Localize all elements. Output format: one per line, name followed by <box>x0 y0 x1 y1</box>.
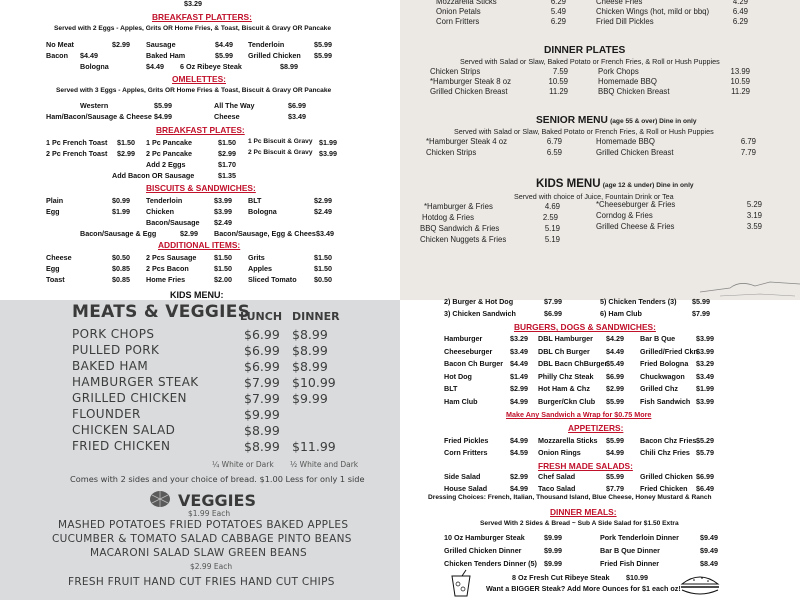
menu-price: $1.70 <box>218 160 236 169</box>
dinner-price: $9.99 <box>292 391 328 406</box>
menu-price: $6.99 <box>544 309 562 318</box>
meat-item-name: FLOUNDER <box>72 407 141 421</box>
menu-price: $1.50 <box>214 264 232 273</box>
menu-item: Egg <box>46 207 60 216</box>
menu-price: $6.99 <box>288 101 306 110</box>
menu-item: Chicken Nuggets & Fries 5.19 <box>420 235 560 244</box>
menu-item: Pork Tenderloin Dinner <box>600 533 679 542</box>
menu-price: $6.99 <box>696 472 714 481</box>
menu-item: 2 Pc Biscuit & Gravy <box>248 149 313 156</box>
menu-item: BBQ Sandwich & Fries 5.19 <box>420 224 560 233</box>
menu-item: Plain <box>46 196 64 205</box>
menu-price: $1.49 <box>510 371 528 381</box>
vegetable-icon <box>148 490 172 508</box>
menu-price: $4.49 <box>146 62 164 71</box>
menu-price: $3.99 <box>214 196 232 205</box>
menu-item: Cheeseburger <box>444 346 493 356</box>
meat-item-name: GRILLED CHICKEN <box>72 391 187 405</box>
menu-price: $4.99 <box>510 436 528 445</box>
menu-item: Bacon/Sausage & Egg <box>80 229 157 238</box>
menu-item: 3) Chicken Sandwich <box>444 309 516 318</box>
menu-price: $2.99 <box>117 149 135 158</box>
menu-price: $3.99 <box>696 346 714 356</box>
menu-price: $2.99 <box>510 384 528 393</box>
menu-item: Philly Chz Steak <box>538 371 594 381</box>
appetizers-heading: APPETIZERS: <box>568 423 624 433</box>
comes-with-note: Comes with 2 sides and your choice of bread. $1.00 Less for only 1 side <box>70 474 365 484</box>
menu-price: $4.49 <box>510 359 528 368</box>
menu-item: Mozzarella Sticks <box>538 436 598 445</box>
veggies-row: MASHED POTATOES FRIED POTATOES BAKED APPLES <box>58 519 349 531</box>
menu-item: Bacon Ch Burger <box>444 359 504 368</box>
menu-price: $4.99 <box>606 448 624 457</box>
menu-price: $1.50 <box>314 253 332 262</box>
menu-item: Western <box>80 101 109 110</box>
kids-menu-subtitle: Served with choice of Juice, Fountain Drink or Tea <box>514 192 674 201</box>
menu-item: Hot Ham & Chz <box>538 384 590 393</box>
menu-item: Apples <box>248 264 272 273</box>
menu-price: $4.99 <box>510 396 528 406</box>
menu-item: Grilled Chz <box>640 384 678 393</box>
menu-price: $0.85 <box>112 264 130 273</box>
menu-price: $2.99 <box>510 472 528 481</box>
menu-item: Ham Club <box>444 396 478 406</box>
menu-price: $2.99 <box>314 196 332 205</box>
menu-item: Grilled Chicken <box>248 51 301 60</box>
white-dark-note: ¼ White or Dark <box>212 460 274 469</box>
salads-heading: FRESH MADE SALADS: <box>538 461 633 471</box>
menu-item: BLT <box>444 384 458 393</box>
menu-price: $0.50 <box>314 275 332 284</box>
menu-price: $9.99 <box>544 559 562 568</box>
menu-price: $8.49 <box>700 559 718 568</box>
menu-item: Baked Ham <box>146 51 186 60</box>
menu-item: Add Bacon OR Sausage <box>112 171 195 180</box>
dressing-note: Dressing Choices: French, Italian, Thousand Island, Blue Cheese, Honey Mustard & Ranch <box>428 494 712 501</box>
menu-price: $1.50 <box>117 138 135 147</box>
menu-price: $1.50 <box>314 264 332 273</box>
menu-price: $2.49 <box>214 218 232 227</box>
menu-item: House Salad <box>444 484 488 493</box>
menu-price: $4.99 <box>154 112 172 121</box>
menu-item: Grilled Cheese & Fries 3.59 <box>596 222 762 231</box>
dinner-price: $8.99 <box>292 359 328 374</box>
menu-price: $0.85 <box>112 275 130 284</box>
menu-item: Taco Salad <box>538 484 576 493</box>
lunch-price: $7.99 <box>244 391 280 406</box>
menu-item: Side Salad <box>444 472 481 481</box>
biscuits-sandwiches-heading: BISCUITS & SANDWICHES: <box>146 183 256 193</box>
meat-item-name: PORK CHOPS <box>72 327 155 341</box>
menu-price: $1.50 <box>218 138 236 147</box>
menu-item: Grilled Chicken Breast 11.29 <box>430 87 568 96</box>
menu-item: Onion Petals 5.49 <box>436 7 566 16</box>
veggies-price-each: $1.99 Each <box>188 509 231 518</box>
menu-price: $3.99 <box>696 396 714 406</box>
menu-price: $3.49 <box>316 229 334 238</box>
menu-item: 10 Oz Hamburger Steak <box>444 533 525 542</box>
menu-item: Grilled Chicken <box>640 472 693 481</box>
veggies-title: VEGGIES <box>178 491 256 510</box>
menu-item: Pork Chops 13.99 <box>598 67 750 76</box>
drink-icon <box>448 570 474 598</box>
menu-item: Chicken Tenders Dinner (5) <box>444 559 537 568</box>
dinner-price: $8.99 <box>292 327 328 342</box>
dinner-plates-heading: DINNER PLATES <box>544 45 626 56</box>
menu-item: Ham/Bacon/Sausage & Cheese <box>46 112 152 121</box>
menu-price: $5.99 <box>314 40 332 49</box>
dinner-meals-subtitle: Served With 2 Sides & Bread ~ Sub A Side Salad for $1.50 Extra <box>480 520 679 527</box>
lunch-price: $7.99 <box>244 375 280 390</box>
menu-price: $2.99 <box>218 149 236 158</box>
lunch-price: $6.99 <box>244 359 280 374</box>
menu-item: 2 Pcs Bacon <box>146 264 189 273</box>
menu-item: Fried Bologna <box>640 359 689 368</box>
menu-price: $7.99 <box>692 309 710 318</box>
breakfast-menu-panel <box>0 0 400 300</box>
breakfast-platters-heading: BREAKFAST PLATTERS: <box>152 12 252 22</box>
dinner-plates-subtitle: Served with Salad or Slaw, Baked Potato or French Fries, & Roll or Hush Puppies <box>460 57 720 66</box>
menu-price: $4.29 <box>606 334 624 343</box>
menu-item: Grilled Chicken Dinner <box>444 546 522 555</box>
menu-price: $1.99 <box>319 138 337 147</box>
dinner-price: $10.99 <box>292 375 336 390</box>
white-dark-note: ½ White and Dark <box>290 460 359 469</box>
menu-price: $4.49 <box>80 51 98 60</box>
menu-item: Grits <box>248 253 265 262</box>
menu-price: $6.99 <box>606 371 624 381</box>
menu-price: $5.99 <box>215 51 233 60</box>
bigger-steak-note: Want a BIGGER Steak? Add More Ounces for $1 each oz! <box>486 584 681 593</box>
menu-item: Bacon <box>46 51 68 60</box>
menu-price: $1.50 <box>214 253 232 262</box>
menu-price: $1.99 <box>112 207 130 216</box>
menu-price: $5.99 <box>692 297 710 306</box>
menu-price: $3.49 <box>510 346 528 356</box>
menu-price: $5.29 <box>696 436 714 445</box>
meat-item-name: PULLED PORK <box>72 343 160 357</box>
omelettes-heading: OMELETTES: <box>172 74 226 84</box>
menu-item: 2 Pcs Sausage <box>146 253 197 262</box>
menu-price: $3.99 <box>214 207 232 216</box>
menu-item: Egg <box>46 264 60 273</box>
menu-price: $5.79 <box>696 448 714 457</box>
menu-item: Hotdog & Fries 2.59 <box>422 213 558 222</box>
menu-item: *Hamburger & Fries 4.69 <box>424 202 560 211</box>
menu-item: *Hamburger Steak 4 oz 6.79 <box>426 137 562 146</box>
menu-item: Bacon/Sausage <box>146 218 200 227</box>
menu-item: Fried Dill Pickles 6.29 <box>596 17 748 26</box>
menu-item: Corndog & Fries 3.19 <box>596 211 762 220</box>
menu-item: Fish Sandwich <box>640 396 691 406</box>
menu-item: Corn Fritters 6.29 <box>436 17 566 26</box>
menu-price: $1.99 <box>696 384 714 393</box>
menu-item: Bologna <box>80 62 109 71</box>
menu-price: $2.49 <box>314 207 332 216</box>
meat-item-name: FRIED CHICKEN <box>72 439 171 453</box>
menu-item: Sliced Tomato <box>248 275 297 284</box>
menu-item: *Cheeseburger & Fries 5.29 <box>596 200 762 209</box>
menu-price: $3.49 <box>288 112 306 121</box>
menu-item: Tenderloin <box>248 40 285 49</box>
menu-price: $4.49 <box>606 346 624 356</box>
dinner-meals-heading: DINNER MEALS: <box>550 507 617 517</box>
menu-price: $5.99 <box>606 436 624 445</box>
menu-price: $4.49 <box>215 40 233 49</box>
menu-item: 1 Pc French Toast <box>46 138 108 147</box>
senior-menu-subtitle: Served with Salad or Slaw, Baked Potato or French Fries, & Roll or Hush Puppies <box>454 127 714 136</box>
menu-item: Fried Pickles <box>444 436 489 445</box>
menu-price: $7.99 <box>544 297 562 306</box>
menu-item: Cheese Fries 4.29 <box>596 0 748 6</box>
menu-item: Bologna <box>248 207 277 216</box>
menu-price: $9.99 <box>544 546 562 555</box>
menu-price: $5.99 <box>606 396 624 406</box>
menu-item: Chicken <box>146 207 174 216</box>
menu-price: $8.99 <box>280 62 298 71</box>
wrap-note: Make Any Sandwich a Wrap for $0.75 More <box>506 410 652 419</box>
menu-item: Cheese <box>46 253 72 262</box>
menu-price: $7.79 <box>606 484 624 493</box>
menu-price: $3.29 <box>696 359 714 368</box>
omelettes-subtitle: Served with 3 Eggs - Apples, Grits OR Home Fries & Toast, Biscuit & Gravy OR Pancake <box>56 87 332 94</box>
menu-item: Chicken Strips 7.59 <box>430 67 568 76</box>
menu-item: *Hamburger Steak 8 oz 10.59 <box>430 77 568 86</box>
menu-price: $4.59 <box>510 448 528 457</box>
meat-item-name: HAMBURGER STEAK <box>72 375 199 389</box>
additional-items-heading: ADDITIONAL ITEMS: <box>158 240 241 250</box>
decorative-sketch <box>700 270 800 300</box>
lunch-price: $6.99 <box>244 327 280 342</box>
lunch-price: $6.99 <box>244 343 280 358</box>
menu-item: Fried Chicken <box>640 484 688 493</box>
menu-item: Chicken Wings (hot, mild or bbq) 6.49 <box>596 7 748 16</box>
menu-item: Mozzarella Sticks 6.29 <box>436 0 566 6</box>
dinner-column-header: DINNER <box>292 310 340 323</box>
menu-item: 8 Oz Fresh Cut Ribeye Steak <box>512 573 610 582</box>
menu-item: Grilled Chicken Breast 7.79 <box>596 148 756 157</box>
veggies-row: FRESH FRUIT HAND CUT FRIES HAND CUT CHIPS <box>68 576 335 588</box>
menu-price: $2.99 <box>112 40 130 49</box>
menu-item: Fried Fish Dinner <box>600 559 660 568</box>
menu-price: $2.99 <box>606 384 624 393</box>
menu-price: $3.29 <box>510 334 528 343</box>
menu-price: $9.99 <box>544 533 562 542</box>
top-price: $3.29 <box>184 0 202 8</box>
menu-price: $2.00 <box>214 275 232 284</box>
menu-item: Bar B Que <box>640 334 676 343</box>
menu-item: Chuckwagon <box>640 371 685 381</box>
menu-item: 2 Pc Pancake <box>146 149 192 158</box>
meat-item-name: BAKED HAM <box>72 359 149 373</box>
burgers-heading: BURGERS, DOGS & SANDWICHES: <box>514 322 656 332</box>
breakfast-plates-heading: BREAKFAST PLATES: <box>156 125 245 135</box>
menu-item: Cheese <box>214 112 240 121</box>
menu-price: $0.99 <box>112 196 130 205</box>
menu-item: BLT <box>248 196 262 205</box>
veggies-row: MACARONI SALAD SLAW GREEN BEANS <box>90 547 307 559</box>
menu-item: Toast <box>46 275 65 284</box>
lunch-dinner-menu-panel <box>400 297 800 600</box>
kids-menu-heading: KIDS MENU (age 12 & under) Dine in only <box>536 178 694 190</box>
menu-price: $5.99 <box>154 101 172 110</box>
veggies-price-each: $2.99 Each <box>190 562 233 571</box>
menu-price: $0.50 <box>112 253 130 262</box>
menu-item: Homemade BBQ 6.79 <box>596 137 756 146</box>
menu-price: $3.99 <box>696 334 714 343</box>
menu-item: DBL Hamburger <box>538 334 593 343</box>
dinner-menu-photo-panel <box>400 0 800 300</box>
lunch-price: $8.99 <box>244 439 280 454</box>
menu-item: DBL Bacn ChBurger <box>538 359 608 368</box>
breakfast-platters-subtitle: Served with 2 Eggs - Apples, Grits OR Home Fries, & Toast, Biscuit & Gravy OR Pancake <box>54 25 332 32</box>
menu-item: 2 Pc French Toast <box>46 149 108 158</box>
burger-icon <box>678 572 722 598</box>
menu-item: 1 Pc Biscuit & Gravy <box>248 138 313 145</box>
menu-item: Bar B Que Dinner <box>600 546 660 555</box>
menu-item: Bacon/Sausage, Egg & Chees <box>214 229 316 238</box>
senior-menu-heading: SENIOR MENU (age 55 & over) Dine in only <box>536 115 697 126</box>
menu-item: All The Way <box>214 101 255 110</box>
menu-item: 2) Burger & Hot Dog <box>444 297 514 306</box>
menu-item: Corn Fritters <box>444 448 488 457</box>
menu-item: Onion Rings <box>538 448 581 457</box>
lunch-price: $9.99 <box>244 407 280 422</box>
menu-price: $6.49 <box>696 484 714 493</box>
menu-item: Hot Dog <box>444 371 472 381</box>
menu-item: DBL Ch Burger <box>538 346 590 356</box>
menu-item: Grilled/Fried Ckn <box>640 346 698 356</box>
menu-item: Add 2 Eggs <box>146 160 186 169</box>
menu-price: $1.35 <box>218 171 236 180</box>
menu-item: Homemade BBQ 10.59 <box>598 77 750 86</box>
menu-item: Hamburger <box>444 334 483 343</box>
menu-item: Chili Chz Fries <box>640 448 690 457</box>
veggies-row: CUCUMBER & TOMATO SALAD CABBAGE PINTO BEANS <box>52 533 352 545</box>
menu-price: $2.99 <box>180 229 198 238</box>
dinner-price: $8.99 <box>292 343 328 358</box>
menu-item: No Meat <box>46 40 74 49</box>
kids-menu-label: KIDS MENU: <box>170 290 224 300</box>
menu-item: 6 Oz Ribeye Steak <box>180 62 242 71</box>
menu-item: Burger/Ckn Club <box>538 396 596 406</box>
menu-item: Chicken Strips 6.59 <box>426 148 562 157</box>
menu-price: $3.49 <box>696 371 714 381</box>
menu-price: $10.99 <box>626 573 648 582</box>
menu-price: $3.99 <box>319 149 337 158</box>
meats-veggies-title: MEATS & VEGGIES <box>72 302 251 322</box>
lunch-price: $8.99 <box>244 423 280 438</box>
menu-item: Sausage <box>146 40 176 49</box>
lunch-column-header: LUNCH <box>240 310 283 323</box>
menu-price: $4.99 <box>510 484 528 493</box>
menu-price: $5.99 <box>606 472 624 481</box>
menu-price: $9.49 <box>700 533 718 542</box>
menu-price: $5.49 <box>606 359 624 368</box>
menu-item: Bacon Chz Fries <box>640 436 697 445</box>
menu-item: 6) Ham Club <box>600 309 642 318</box>
meat-item-name: CHICKEN SALAD <box>72 423 176 437</box>
menu-item: Chef Salad <box>538 472 576 481</box>
menu-price: $9.49 <box>700 546 718 555</box>
dinner-price: $11.99 <box>292 439 336 454</box>
menu-item: 1 Pc Pancake <box>146 138 192 147</box>
menu-item: Home Fries <box>146 275 186 284</box>
menu-item: BBQ Chicken Breast 11.29 <box>598 87 750 96</box>
menu-item: 5) Chicken Tenders (3) <box>600 297 677 306</box>
meats-veggies-photo-panel <box>0 290 400 600</box>
menu-item: Tenderloin <box>146 196 183 205</box>
menu-price: $5.99 <box>314 51 332 60</box>
